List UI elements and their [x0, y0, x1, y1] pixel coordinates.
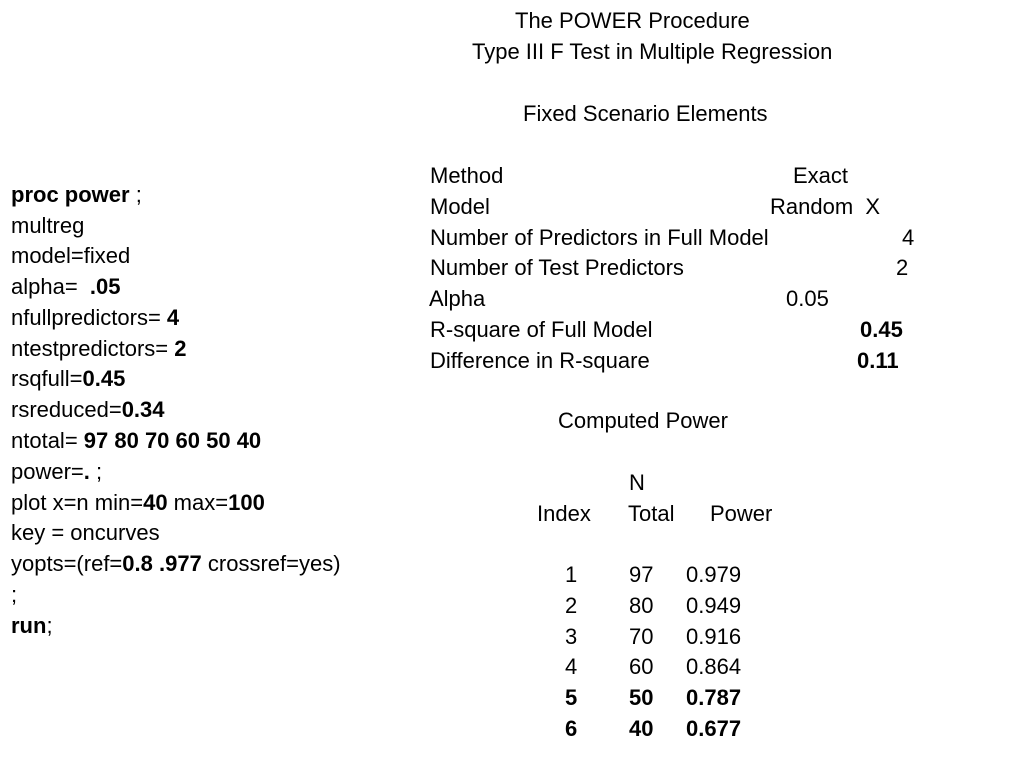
code-value-min: 40	[143, 490, 168, 515]
cell-power: 0.949	[686, 593, 742, 618]
code-text: ntestpredictors=	[11, 336, 175, 361]
code-value-max: 100	[228, 490, 265, 515]
scenario-label: Model	[430, 194, 490, 219]
cell-n: 80	[629, 593, 654, 618]
cell-index: 1	[565, 562, 578, 587]
scenario-value: 0.11	[857, 348, 899, 373]
code-text: plot x=n min=	[11, 490, 144, 515]
code-line-rsreduced	[11, 399, 165, 421]
code-value-alpha: .05	[89, 274, 121, 299]
scenario-label: Difference in R-square	[430, 348, 650, 373]
code-line-proc	[11, 184, 142, 206]
column-header-total: Total	[628, 501, 675, 526]
code-value-nfull: 4	[166, 305, 180, 330]
scenario-label: R-square of Full Model	[430, 317, 653, 342]
code-line-nfullpredictors	[11, 307, 179, 329]
code-keyword-run: run	[11, 613, 47, 638]
code-text: crossref=yes)	[201, 551, 341, 576]
code-line-semicolon: ;	[11, 582, 18, 607]
cell-n: 60	[629, 654, 654, 679]
cell-power: 0.677	[686, 716, 742, 741]
cell-power: 0.864	[686, 654, 742, 679]
code-line-alpha	[11, 276, 121, 298]
scenario-label: Method	[430, 163, 504, 188]
cell-index: 5	[565, 685, 578, 710]
code-text: max=	[167, 490, 229, 515]
cell-n: 40	[629, 716, 654, 741]
scenario-value: Random X	[770, 194, 881, 219]
cell-power: 0.979	[686, 562, 742, 587]
code-keyword-proc-power: proc power	[11, 182, 130, 207]
code-line-ntestpredictors	[11, 338, 187, 360]
scenario-value: 0.05	[786, 286, 829, 311]
code-line-key: key = oncurves	[11, 520, 160, 545]
column-header-n: N	[629, 470, 645, 495]
code-text: rsreduced=	[11, 397, 122, 422]
scenario-value: 4	[902, 225, 915, 250]
test-subtitle: Type III F Test in Multiple Regression	[472, 39, 833, 64]
code-value-rsreduced: 0.34	[121, 397, 165, 422]
cell-n: 97	[629, 562, 654, 587]
code-value-power: .	[83, 459, 90, 484]
cell-power: 0.787	[686, 685, 742, 710]
code-line-model: model=fixed	[11, 243, 131, 268]
scenario-value: 0.45	[860, 317, 903, 342]
code-line-rsqfull	[11, 368, 125, 390]
scenario-label: Alpha	[429, 286, 486, 311]
code-line-multreg: multreg	[11, 213, 85, 238]
scenario-value: 2	[896, 255, 909, 280]
cell-n: 70	[629, 624, 654, 649]
cell-index: 2	[565, 593, 578, 618]
code-text: ;	[46, 613, 53, 638]
procedure-title: The POWER Procedure	[515, 8, 750, 33]
code-text: rsqfull=	[11, 366, 83, 391]
code-value-ntotal: 97 80 70 60 50 40	[83, 428, 262, 453]
column-header-index: Index	[537, 501, 591, 526]
code-line-power	[11, 461, 102, 483]
code-text: ntotal=	[11, 428, 84, 453]
computed-power-heading: Computed Power	[558, 408, 728, 433]
cell-index: 6	[565, 716, 578, 741]
column-header-power: Power	[710, 501, 773, 526]
scenario-label: Number of Predictors in Full Model	[430, 225, 769, 250]
code-line-plot	[11, 492, 265, 514]
code-text: alpha=	[11, 274, 90, 299]
cell-index: 4	[565, 654, 578, 679]
code-value-ntest: 2	[174, 336, 187, 361]
code-value-ref: 0.8 .977	[122, 551, 202, 576]
code-line-yopts	[11, 553, 341, 575]
code-text: yopts=(ref=	[11, 551, 123, 576]
code-text: power=	[11, 459, 84, 484]
fixed-scenario-heading: Fixed Scenario Elements	[523, 101, 768, 126]
code-line-run	[11, 615, 53, 637]
code-text: ;	[89, 459, 103, 484]
cell-power: 0.916	[686, 624, 742, 649]
cell-n: 50	[629, 685, 654, 710]
code-value-rsqfull: 0.45	[82, 366, 126, 391]
code-line-ntotal	[11, 430, 261, 452]
code-text: nfullpredictors=	[11, 305, 167, 330]
scenario-value: Exact	[793, 163, 849, 188]
cell-index: 3	[565, 624, 578, 649]
scenario-label: Number of Test Predictors	[430, 255, 684, 280]
code-text: ;	[129, 182, 142, 207]
